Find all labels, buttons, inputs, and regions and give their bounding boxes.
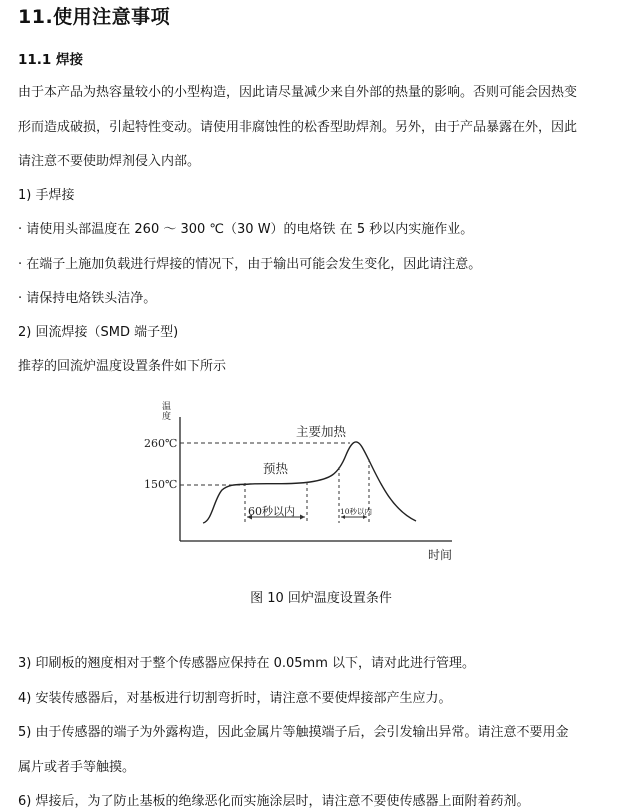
tick-label-260: 260℃ (144, 437, 178, 450)
x-axis-title: 时间 (428, 548, 453, 562)
reflow-intro: 推荐的回流炉温度设置条件如下所示 (18, 359, 227, 374)
figure-caption: 图 10 回炉温度设置条件 (250, 591, 392, 606)
arrowhead-right-60s (300, 515, 305, 520)
y-axis-title: 温度 (162, 402, 172, 422)
note-5-continued: 属片或者手等触摸。 (18, 760, 136, 775)
hand-soldering-title: 1) 手焊接 (18, 188, 75, 203)
reflow-profile-diagram (144, 395, 460, 575)
note-4: 4) 安装传感器后，对基板进行切割弯折时，请注意不要使焊接部产生应力。 (18, 691, 452, 706)
duration-60s-label: 60秒以内 (248, 505, 295, 518)
note-5: 5) 由于传感器的端子为外露构造，因此金属片等触摸端子后，会引发输出异常。请注意不要用金 (18, 725, 569, 740)
subsection-heading: 11.1 焊接 (18, 52, 84, 68)
temperature-profile-curve (203, 442, 416, 523)
hand-soldering-bullet-1: · 请使用头部温度在 260 ～ 300 ℃（30 W）的电烙铁 在 5 秒以内实施作业。 (18, 222, 474, 237)
reflow-title: 2) 回流焊接（SMD 端子型) (18, 325, 179, 340)
main-heating-label: 主要加热 (296, 424, 347, 439)
hand-soldering-bullet-3: · 请保持电烙铁头洁净。 (18, 291, 157, 306)
note-3: 3) 印刷板的翘度相对于整个传感器应保持在 0.05mm 以下，请对此进行管理。 (18, 656, 476, 671)
preheat-label: 预热 (263, 461, 289, 476)
note-6: 6) 焊接后，为了防止基板的绝缘恶化而实施涂层时，请注意不要使传感器上面附着药剂。 (18, 794, 530, 809)
intro-line-1: 由于本产品为热容量较小的小型构造，因此请尽量减少来自外部的热量的影响。否则可能会因热变 (18, 85, 578, 100)
tick-label-150: 150℃ (144, 478, 178, 491)
intro-line-3: 请注意不要使助焊剂侵入内部。 (18, 154, 201, 169)
intro-line-2: 形而造成破损，引起特性变动。请使用非腐蚀性的松香型助焊剂。另外，由于产品暴露在外，因此 (18, 120, 578, 135)
duration-10s-label: 10秒以内 (340, 507, 373, 516)
hand-soldering-bullet-2: · 在端子上施加负载进行焊接的情况下，由于输出可能会发生变化，因此请注意。 (18, 257, 482, 272)
section-heading: 11.使用注意事项 (18, 6, 171, 28)
